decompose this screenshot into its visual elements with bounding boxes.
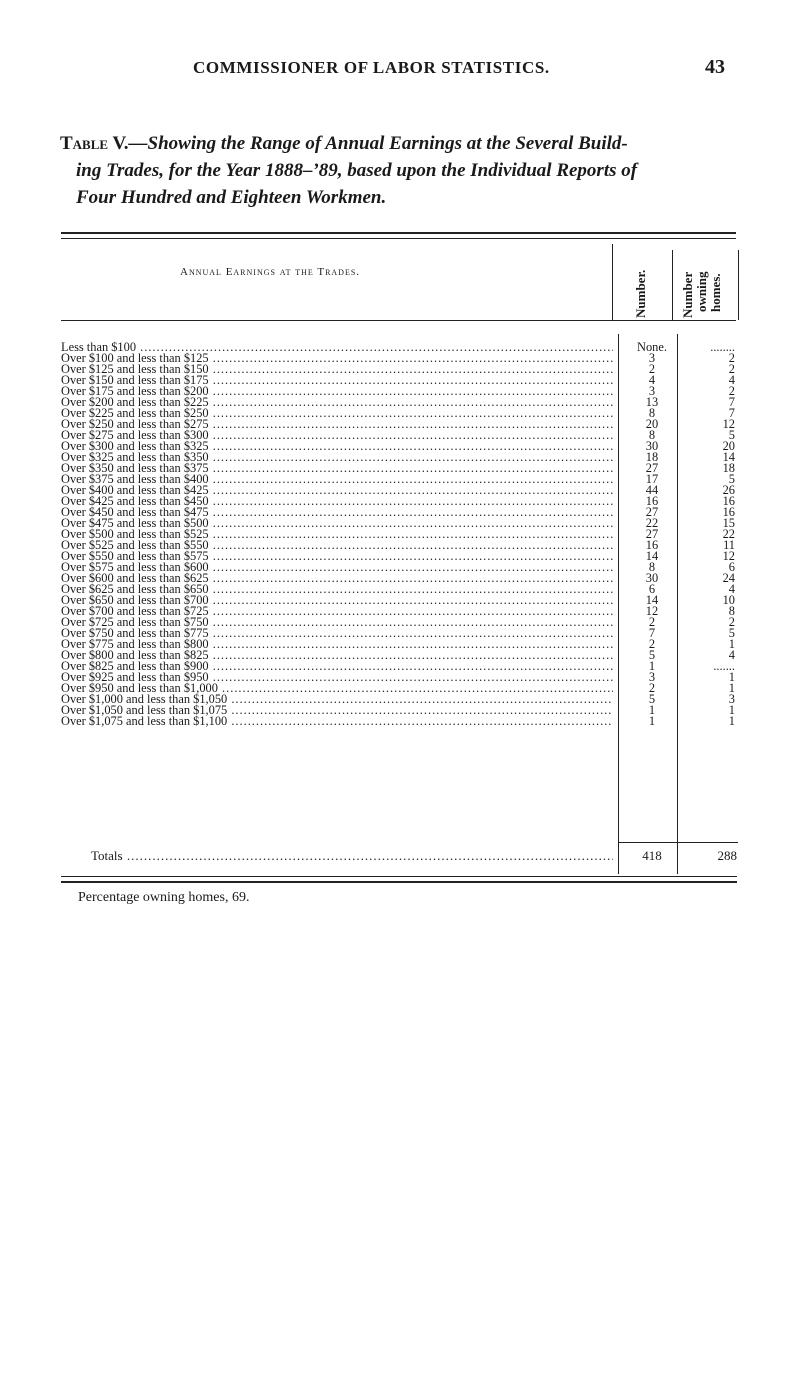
owning-cell: 5 <box>728 472 735 486</box>
range-label: Over $200 and less than $225 ..... <box>61 396 613 409</box>
range-label: Over $325 and less than $350 ..... <box>61 451 613 464</box>
number-cell: 16 <box>645 494 659 508</box>
number-cell: 8 <box>648 406 656 420</box>
number-cell: 13 <box>645 395 659 409</box>
range-label: Over $725 and less than $750 ..... <box>61 616 613 629</box>
number-cell: 30 <box>645 439 659 453</box>
owning-cell: 2 <box>728 615 735 629</box>
column-header-earnings: Annual Earnings at the Trades. <box>180 266 361 278</box>
totals-number: 418 <box>642 848 662 863</box>
number-cell: 44 <box>645 483 659 497</box>
totals-row <box>61 848 741 864</box>
range-label: Over $225 and less than $250 ..... <box>61 407 613 420</box>
range-label: Over $150 and less than $175 ..... <box>61 374 613 387</box>
range-label: Over $475 and less than $500 ..... <box>61 517 613 530</box>
number-cell: 30 <box>645 571 659 585</box>
caption-text-1: Showing the Range of Annual Earnings at the Several Build- <box>147 133 628 154</box>
running-head <box>0 58 789 82</box>
number-cell: 22 <box>645 516 659 530</box>
caption-label: Table V. <box>60 133 129 154</box>
owning-cell: 1 <box>728 637 735 651</box>
owning-cell: 7 <box>728 395 735 409</box>
range-label: Over $375 and less than $400 ..... <box>61 473 613 486</box>
caption-line-2: ing Trades, for the Year 1888–’89, based upon the Individual Reports of <box>76 160 638 181</box>
number-cell: 2 <box>648 615 656 629</box>
totals-top-rule <box>618 842 738 843</box>
owning-cell: 2 <box>728 351 735 365</box>
owning-cell: 16 <box>722 505 735 519</box>
number-cell: 2 <box>648 681 656 695</box>
range-label: Over $700 and less than $725 ..... <box>61 605 613 618</box>
number-cell: 14 <box>645 593 659 607</box>
caption-line-3: Four Hundred and Eighteen Workmen. <box>76 187 387 208</box>
page-number: 43 <box>705 56 725 78</box>
table-bottom-rule <box>61 881 737 883</box>
column-header-number: Number. <box>633 269 648 318</box>
number-cell: 8 <box>648 428 656 442</box>
range-label: Less than $100 ..... <box>61 341 613 354</box>
range-label: Over $825 and less than $900 ..... <box>61 660 613 673</box>
header-bottom-rule <box>61 320 736 321</box>
owning-cell: ........ <box>710 340 735 354</box>
number-cell: 4 <box>648 373 656 387</box>
range-label: Over $450 and less than $475 ..... <box>61 506 613 519</box>
number-cell: 27 <box>645 527 659 541</box>
owning-cell: 22 <box>722 527 735 541</box>
owning-cell: ....... <box>713 659 735 673</box>
owning-cell: 1 <box>728 670 735 684</box>
number-cell: 8 <box>648 560 656 574</box>
number-cell: 1 <box>648 703 656 717</box>
owning-cell: 8 <box>728 604 735 618</box>
header-divider-3 <box>738 250 739 320</box>
caption-line-1: Table V.—Showing the Range of Annual Earnings at the Several Build- <box>60 133 628 154</box>
owning-cell: 1 <box>728 681 735 695</box>
number-cell: 5 <box>648 692 656 706</box>
owning-cell: 12 <box>722 417 735 431</box>
range-label: Over $800 and less than $825 ..... <box>61 649 613 662</box>
number-cell: None. <box>637 340 667 354</box>
range-label: Over $425 and less than $450 ..... <box>61 495 613 508</box>
owning-cell: 4 <box>728 648 735 662</box>
range-label: Over $1,000 and less than $1,050 ..... <box>61 693 613 706</box>
totals-owning: 288 <box>717 848 737 863</box>
number-cell: 16 <box>645 538 659 552</box>
owning-cell: 4 <box>728 373 735 387</box>
owning-cell: 24 <box>722 571 735 585</box>
number-cell: 20 <box>645 417 659 431</box>
range-label: Over $175 and less than $200 ..... <box>61 385 613 398</box>
number-cell: 1 <box>648 714 656 728</box>
number-cell: 27 <box>645 461 659 475</box>
owning-cell: 1 <box>728 703 735 717</box>
range-label: Over $500 and less than $525 ..... <box>61 528 613 541</box>
number-cell: 5 <box>648 648 656 662</box>
range-label: Over $350 and less than $375 ..... <box>61 462 613 475</box>
table-caption <box>60 130 750 211</box>
table-top-rule <box>61 232 736 234</box>
number-cell: 7 <box>648 626 656 640</box>
owning-cell: 26 <box>722 483 735 497</box>
number-cell: 1 <box>648 659 656 673</box>
owning-cell: 5 <box>728 428 735 442</box>
range-label: Over $550 and less than $575 ..... <box>61 550 613 563</box>
owning-cell: 3 <box>728 692 735 706</box>
owning-cell: 18 <box>722 461 735 475</box>
number-cell: 3 <box>648 351 656 365</box>
owning-cell: 10 <box>722 593 735 607</box>
owning-cell: 15 <box>722 516 735 530</box>
number-cell: 12 <box>645 604 659 618</box>
owning-cell: 14 <box>722 450 735 464</box>
owning-cell: 7 <box>728 406 735 420</box>
table-row <box>61 715 741 728</box>
number-cell: 14 <box>645 549 659 563</box>
totals-label: Totals ..... <box>91 848 613 864</box>
range-label: Over $650 and less than $700 ..... <box>61 594 613 607</box>
range-label: Over $1,050 and less than $1,075 ..... <box>61 704 613 717</box>
column-header-owning-1: Number <box>680 271 695 318</box>
owning-cell: 2 <box>728 362 735 376</box>
owning-cell: 11 <box>723 538 735 552</box>
owning-cell: 20 <box>722 439 735 453</box>
number-cell: 2 <box>648 362 656 376</box>
owning-cell: 4 <box>728 582 735 596</box>
owning-cell: 1 <box>728 714 735 728</box>
number-cell: 2 <box>648 637 656 651</box>
column-header-owning-2: owning <box>694 271 709 312</box>
number-cell: 27 <box>645 505 659 519</box>
range-label: Over $750 and less than $775 ..... <box>61 627 613 640</box>
range-label: Over $525 and less than $550 ..... <box>61 539 613 552</box>
range-label: Over $925 and less than $950 ..... <box>61 671 613 684</box>
column-header-owning-3: homes. <box>708 273 723 312</box>
range-label: Over $1,075 and less than $1,100 ..... <box>61 715 613 728</box>
number-cell: 17 <box>645 472 659 486</box>
number-cell: 18 <box>645 450 659 464</box>
table-top-rule-thin <box>61 238 736 239</box>
owning-cell: 12 <box>722 549 735 563</box>
range-label: Over $275 and less than $300 ..... <box>61 429 613 442</box>
range-label: Over $400 and less than $425 ..... <box>61 484 613 497</box>
range-label: Over $775 and less than $800 ..... <box>61 638 613 651</box>
table-bottom-rule-thin <box>61 876 737 877</box>
range-label: Over $600 and less than $625 ..... <box>61 572 613 585</box>
owning-cell: 2 <box>728 384 735 398</box>
owning-cell: 6 <box>728 560 735 574</box>
range-label: Over $300 and less than $325 ..... <box>61 440 613 453</box>
number-cell: 3 <box>648 670 656 684</box>
owning-cell: 5 <box>728 626 735 640</box>
range-label: Over $250 and less than $275 ..... <box>61 418 613 431</box>
header-divider-2 <box>672 250 673 320</box>
range-label: Over $575 and less than $600 ..... <box>61 561 613 574</box>
number-cell: 6 <box>648 582 656 596</box>
range-label: Over $950 and less than $1,000 ..... <box>61 682 613 695</box>
footnote: Percentage owning homes, 69. <box>78 890 250 905</box>
owning-cell: 16 <box>722 494 735 508</box>
range-label: Over $125 and less than $150 ..... <box>61 363 613 376</box>
range-label: Over $100 and less than $125 ..... <box>61 352 613 365</box>
range-label: Over $625 and less than $650 ..... <box>61 583 613 596</box>
header-divider-1 <box>612 244 613 320</box>
number-cell: 3 <box>648 384 656 398</box>
running-title: COMMISSIONER OF LABOR STATISTICS. <box>193 58 550 77</box>
